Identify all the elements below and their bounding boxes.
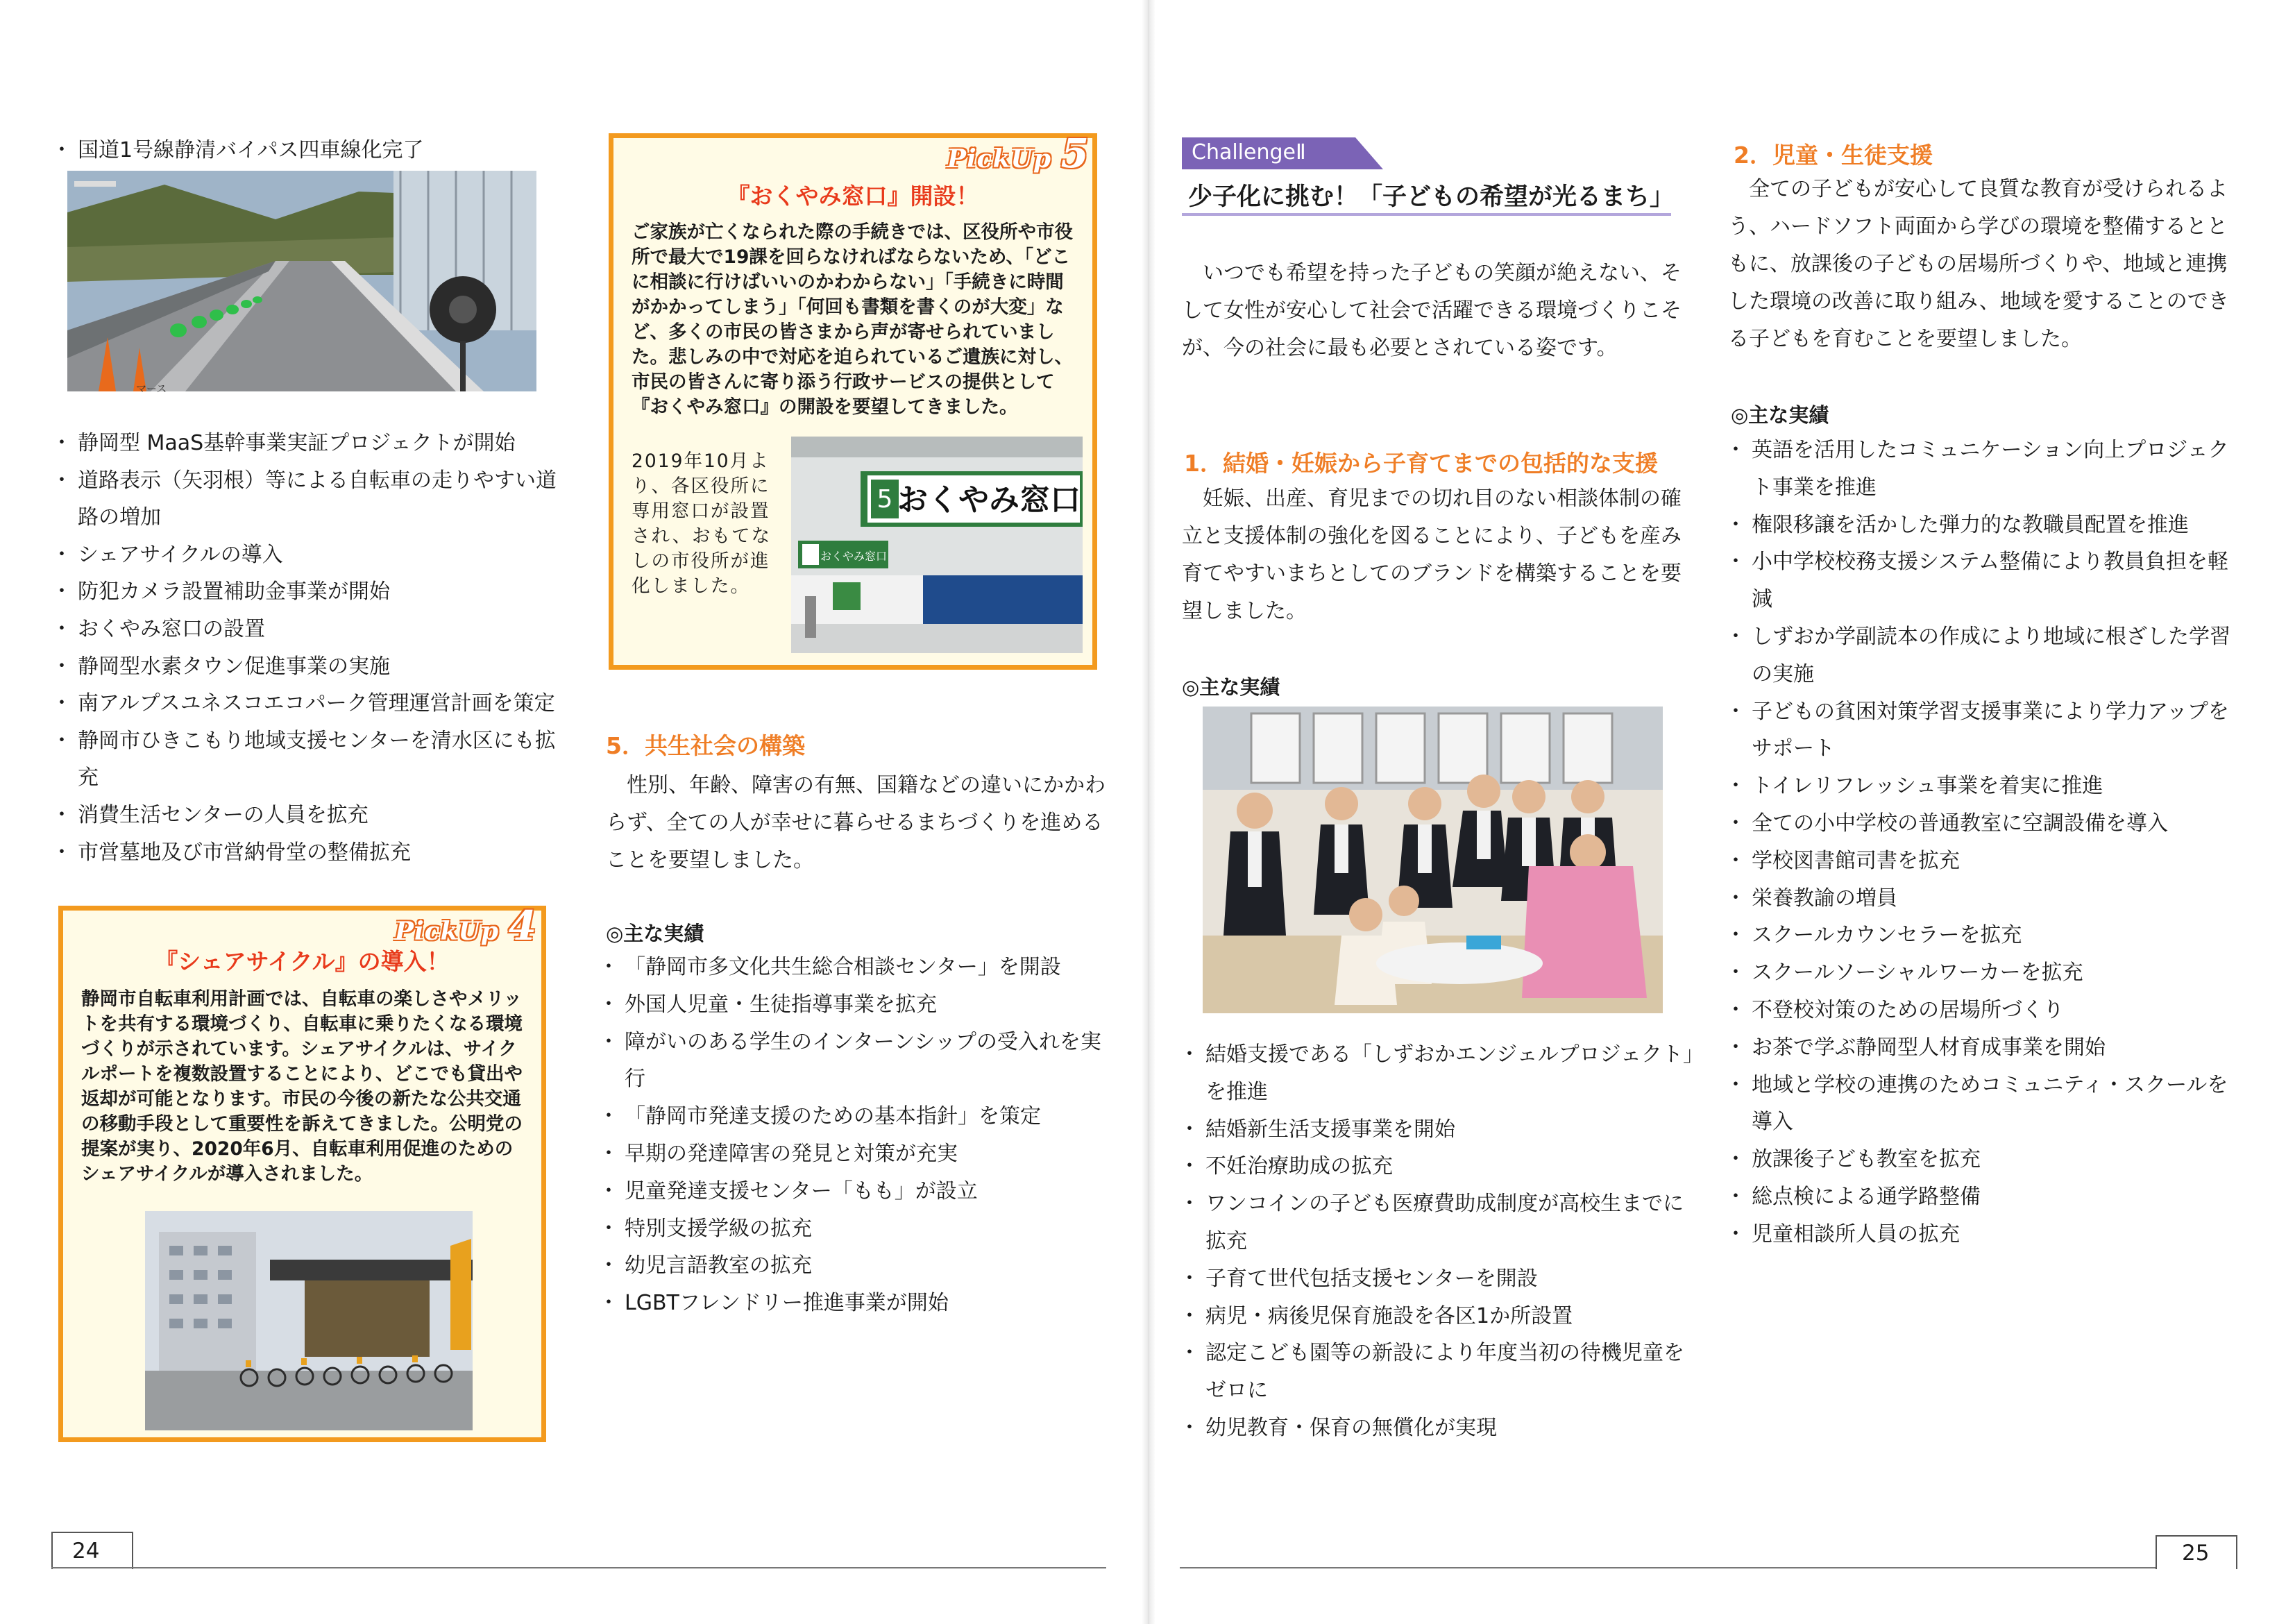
list-item: ・ 放課後子ども教室を拡充 <box>1728 1141 2242 1178</box>
section2-heading: 2．児童・生徒支援 <box>1734 142 1933 169</box>
list-item: ・ 結婚支援である「しずおかエンジェルプロジェクト」を推進 <box>1182 1036 1695 1111</box>
list-item: ・ 子どもの貧困対策学習支援事業により学力アップをサポート <box>1728 693 2242 768</box>
book-spine <box>1142 0 1155 1624</box>
list-item: ・ 消費生活センターの人員を拡充 <box>54 797 568 834</box>
list-item: ・ 不登校対策のための居場所づくり <box>1728 992 2242 1029</box>
list-item: ・ しずおか学副読本の作成により地域に根ざした学習の実施 <box>1728 618 2242 693</box>
list-item: ・ おくやみ窓口の設置 <box>54 611 568 648</box>
intro-paragraph: いつでも希望を持った子どもの笑顔が絶えない、そして女性が安心して社会で活躍できる環境づくりこそが、今の社会に最も必要とされている姿です。 <box>1182 261 1682 360</box>
list-item: ・ 道路表示（矢羽根）等による自転車の走りやすい道路の増加 <box>54 462 568 536</box>
list-item: ・ 総点検による通学路整備 <box>1728 1178 2242 1216</box>
pickup5-badge: PickUp 5 <box>947 130 1090 177</box>
sign-number: 5 <box>876 485 893 514</box>
footer-rule-right <box>1180 1567 2235 1568</box>
list-item: ・ 学校図書館司書を拡充 <box>1728 843 2242 880</box>
list-item: ・ 静岡型水素タウン促進事業の実施 <box>54 648 568 686</box>
pickup5-body: ご家族が亡くなられた際の手続きでは、区役所や市役所で最大で19課を回らなければならないため、「どこに相談に行けばいいのかわからない」「手続きに時間がかかってしまう」「何回も書類を書くのが大変」など、多くの市民の皆さまから声が寄せられていました。悲しみの中で対応を迫られているご遺族に対し、市民の皆さんに寄り添う行政サービスの提供として『おくやみ窓口』の開設を要望してきました。 <box>632 221 1073 418</box>
list-item: ・ 児童発達支援センター「もも」が設立 <box>601 1173 1115 1210</box>
section5-heading: 5．共生社会の構築 <box>606 732 805 759</box>
pickup4-body: 静岡市自転車利用計画では、自転車の楽しさやメリットを共有する環境づくり、自転車に乗りたくなる環境づくりが示されています。シェアサイクルは、サイクルポートを複数設置することにより、どこでも貸出や返却が可能となります。市民の今後の新たな公共交通の移動手段として重要性を訴えてきました。公明党の提案が実り、2020年6月、自転車利用促進のためのシェアサイクルが導入されました。 <box>81 988 523 1185</box>
section2-paragraph: 全ての子どもが安心して良質な教育が受けられるよう、ハードソフト両面から学びの環境を整備するとともに、放課後の子どもの居場所づくりや、地域と連携した環境の改善に取り組み、地域を愛することのできる子どもを育むことを要望しました。 <box>1728 177 2229 351</box>
list-item: ・ 障がいのある学生のインターンシップの受入れを実行 <box>601 1024 1115 1099</box>
list-item: ・ 市営墓地及び市営納骨堂の整備拡充 <box>54 834 568 872</box>
list-item: ・ 早期の発達障害の発見と対策が充実 <box>601 1135 1115 1173</box>
list-item: ・ スクールソーシャルワーカーを拡充 <box>1728 954 2242 992</box>
section5-results-list <box>601 949 1115 1322</box>
pickup4-box <box>58 902 546 1442</box>
list-item: ・ スクールカウンセラーを拡充 <box>1728 917 2242 954</box>
pickup4-badge: PickUp 4 <box>394 902 537 949</box>
pickup4-title: 『シェアサイクル』の導入！ <box>155 948 450 975</box>
list-item: ・ 「静岡市多文化共生総合相談センター」を開設 <box>601 949 1115 986</box>
list-item: ・ 外国人児童・生徒指導事業を拡充 <box>601 986 1115 1024</box>
pickup5-box <box>609 130 1097 670</box>
list-item: ・ 「静岡市発達支援のための基本指針」を策定 <box>601 1098 1115 1135</box>
section5-paragraph: 性別、年齢、障害の有無、国籍などの違いにかかわらず、全ての人が幸せに暮らせるまちづくりを進めることを要望しました。 <box>606 773 1106 872</box>
left-results-list <box>54 425 568 871</box>
list-item: ・ 認定こども園等の新設により年度当初の待機児童をゼロに <box>1182 1335 1695 1410</box>
section2-results-list <box>1728 432 2242 1253</box>
list-item: ・ 権限移譲を活かした弾力的な教職員配置を推進 <box>1728 507 2242 544</box>
section1-results-list <box>1182 1036 1695 1447</box>
bypass-road-photo <box>67 171 536 391</box>
page-number-left: 24 <box>72 1539 100 1564</box>
challenge-underline <box>1182 213 1671 216</box>
meeting-photo <box>1203 707 1663 1013</box>
section2-results-label: ◎主な実績 <box>1731 403 1829 427</box>
page-number-right: 25 <box>2182 1541 2210 1566</box>
list-item: ・ 国道1号線静清バイパス四車線化完了 <box>54 132 568 169</box>
list-item: ・ 特別支援学級の拡充 <box>601 1210 1115 1248</box>
list-item: ・ 幼児教育・保育の無償化が実現 <box>1182 1410 1695 1447</box>
sign-small-text: おくやみ窓口 <box>820 550 888 563</box>
list-item: ・ 南アルプスユネスコエコパーク管理運営計画を策定 <box>54 685 568 722</box>
section1-results-label: ◎主な実績 <box>1182 675 1280 699</box>
left-top-list <box>54 132 568 169</box>
list-item: ・ LGBTフレンドリー推進事業が開始 <box>601 1285 1115 1322</box>
list-item: ・ 子育て世代包括支援センターを開設 <box>1182 1260 1695 1298</box>
challenge-label: ChallengeⅡ <box>1182 137 1387 169</box>
list-item: ・ 全ての小中学校の普通教室に空調設備を導入 <box>1728 805 2242 843</box>
list-item: ・ お茶で学ぶ静岡型人材育成事業を開始 <box>1728 1029 2242 1067</box>
section1-paragraph: 妊娠、出産、育児までの切れ目のない相談体制の確立と支援体制の強化を図ることにより、子どもを産み育てやすいまちとしてのブランドを構築することを要望しました。 <box>1182 487 1682 623</box>
list-item: ・ 結婚新生活支援事業を開始 <box>1182 1111 1695 1149</box>
list-item: ・ 地域と学校の連携のためコミュニティ・スクールを導入 <box>1728 1067 2242 1142</box>
list-item: ・ 小中学校校務支援システム整備により教員負担を軽減 <box>1728 543 2242 618</box>
list-item: ・ 不妊治療助成の拡充 <box>1182 1148 1695 1185</box>
share-cycle-photo <box>145 1211 473 1430</box>
list-item: ・ シェアサイクルの導入 <box>54 536 568 574</box>
footer-rule-left <box>51 1567 1106 1568</box>
list-item: ・ 病児・病後児保育施設を各区1か所設置 <box>1182 1298 1695 1335</box>
list-item: ・ 静岡市ひきこもり地域支援センターを清水区にも拡充 <box>54 722 568 797</box>
list-item: ・ 幼児言語教室の拡充 <box>601 1247 1115 1285</box>
maas-ruby: マース <box>136 382 167 395</box>
list-item: ・ トイレリフレッシュ事業を着実に推進 <box>1728 768 2242 805</box>
list-item: ・ ワンコインの子ども医療費助成制度が高校生までに拡充 <box>1182 1185 1695 1260</box>
pickup5-title: 『おくやみ窓口』開設！ <box>727 183 979 210</box>
list-item: ・ 英語を活用したコミュニケーション向上プロジェクト事業を推進 <box>1728 432 2242 507</box>
list-item: ・ 静岡型 MaaS基幹事業実証プロジェクトが開始 <box>54 425 568 462</box>
pickup5-body-side: 2019年10月より、各区役所に専用窓口が設置され、おもてなしの市役所が進化しました。 <box>632 450 772 597</box>
okuyami-window-photo <box>791 437 1083 653</box>
section5-results-label: ◎主な実績 <box>606 922 704 945</box>
list-item: ・ 栄養教諭の増員 <box>1728 880 2242 917</box>
list-item: ・ 防犯カメラ設置補助金事業が開始 <box>54 573 568 611</box>
section1-heading: 1．結婚・妊娠から子育てまでの包括的な支援 <box>1184 450 1658 477</box>
sign-text: おくやみ窓口 <box>897 482 1081 518</box>
list-item: ・ 児童相談所人員の拡充 <box>1728 1216 2242 1253</box>
challenge-title: 少子化に挑む！「子どもの希望が光るまち」 <box>1188 183 1675 211</box>
